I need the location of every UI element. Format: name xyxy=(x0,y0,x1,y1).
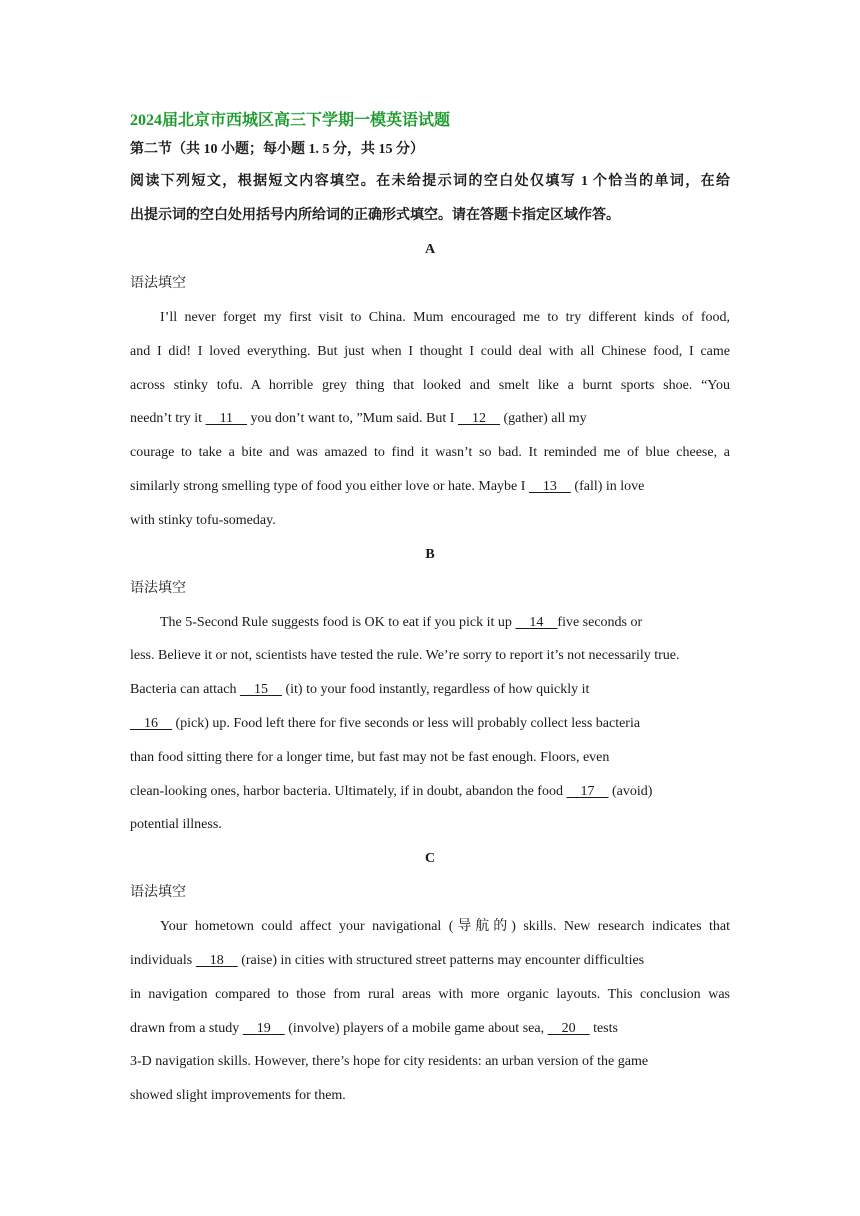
text-fragment: (avoid) xyxy=(608,783,653,799)
text-line: and I did! I loved everything. But just when I thought I could deal with all Chinese food, I came xyxy=(130,343,730,359)
text-fragment: Bacteria can attach xyxy=(130,682,240,698)
text-line xyxy=(130,944,730,978)
text-line xyxy=(130,606,730,640)
blank-15[interactable]: 15 xyxy=(253,682,268,698)
text-line: than food sitting there for a longer time, but fast may not be fast enough. Floors, even xyxy=(130,749,610,765)
blank-13[interactable]: 13 xyxy=(542,478,557,494)
blank-18[interactable]: 18 xyxy=(209,952,224,968)
passage-a-text xyxy=(130,301,730,538)
passage-a-heading: A xyxy=(424,242,436,257)
blank-16[interactable]: 16 xyxy=(144,715,158,731)
instructions-line: 出提示词的空白处用括号内所给词的正确形式填空。请在答题卡指定区域作答。 xyxy=(130,208,620,223)
text-line: with stinky tofu-someday. xyxy=(130,512,276,528)
text-line: I’ll never forget my first visit to China. Mum encouraged me to try different kinds of food, xyxy=(160,310,730,325)
text-fragment: clean-looking ones, harbor bacteria. Ultimately, if in doubt, abandon the food xyxy=(130,783,567,799)
text-fragment: (involve) players of a mobile game about sea, xyxy=(284,1020,548,1036)
instructions-line: 阅读下列短文，根据短文内容填空。在未给提示词的空白处仅填写 1 个恰当的单词，在给 xyxy=(130,174,730,189)
text-fragment: (raise) in cities with structured street patterns may encounter difficulties xyxy=(237,952,645,968)
text-fragment: (fall) in love xyxy=(570,478,645,494)
exam-page xyxy=(130,108,730,1113)
text-fragment: drawn from a study xyxy=(130,1020,243,1036)
text-fragment: needn’t try it xyxy=(130,411,206,427)
blank-12[interactable]: 12 xyxy=(471,411,486,427)
text-line xyxy=(130,707,730,741)
text-fragment: (pick) up. Food left there for five seconds or less will probably collect less bacteria xyxy=(172,715,641,731)
text-fragment: individuals xyxy=(130,952,196,968)
blank-20[interactable]: 20 xyxy=(561,1020,576,1036)
passage-c-label: 语法填空 xyxy=(130,885,186,901)
blank-17[interactable]: 17 xyxy=(580,783,595,799)
passage-b-label: 语法填空 xyxy=(130,580,186,596)
text-fragment: (gather) all my xyxy=(499,411,587,427)
blank-14[interactable]: 14 xyxy=(529,614,544,630)
text-fragment: (it) to your food instantly, regardless of how quickly it xyxy=(281,682,590,698)
section-info: 第二节（共 10 小题；每小题 1. 5 分，共 15 分） xyxy=(130,142,424,157)
text-line: in navigation compared to those from rural areas with more organic layouts. This conclusion was xyxy=(130,986,730,1002)
text-fragment: similarly strong smelling type of food you either love or hate. Maybe I xyxy=(130,478,529,494)
blank-11[interactable]: 11 xyxy=(219,411,234,427)
text-fragment: you don’t want to, ”Mum said. But I xyxy=(247,411,458,427)
passage-c-heading: C xyxy=(424,851,436,867)
text-line: courage to take a bite and was amazed to find it wasn’t so bad. It reminded me of blue cheese, a xyxy=(130,445,730,461)
blank-19[interactable]: 19 xyxy=(256,1020,271,1036)
instructions xyxy=(130,165,730,233)
text-line: less. Believe it or not, scientists have tested the rule. We’re sorry to report it’s not necessarily true. xyxy=(130,648,680,664)
text-line: Your hometown could affect your navigational (导航的) skills. New research indicates that xyxy=(160,919,730,935)
document-title: 2024届北京市西城区高三下学期一模英语试题 xyxy=(130,112,451,129)
text-line: 3-D navigation skills. However, there’s hope for city residents: an urban version of the game xyxy=(130,1054,649,1070)
text-line xyxy=(130,402,730,436)
text-line: across stinky tofu. A horrible grey thing that looked and smelt like a burnt sports shoe. “You xyxy=(130,377,730,393)
text-fragment: The 5-Second Rule suggests food is OK to eat if you pick it up xyxy=(160,614,516,630)
text-line: potential illness. xyxy=(130,817,222,833)
passage-c-text xyxy=(130,910,730,1113)
text-line xyxy=(130,673,730,707)
passage-b-heading: B xyxy=(425,546,435,562)
text-fragment: five seconds or xyxy=(557,614,643,630)
text-line: showed slight improvements for them. xyxy=(130,1088,346,1104)
passage-a-label: 语法填空 xyxy=(130,276,186,291)
passage-b-text xyxy=(130,606,730,843)
text-fragment: tests xyxy=(589,1020,618,1036)
text-line xyxy=(130,775,730,809)
text-line xyxy=(130,1012,730,1046)
text-line xyxy=(130,470,730,504)
